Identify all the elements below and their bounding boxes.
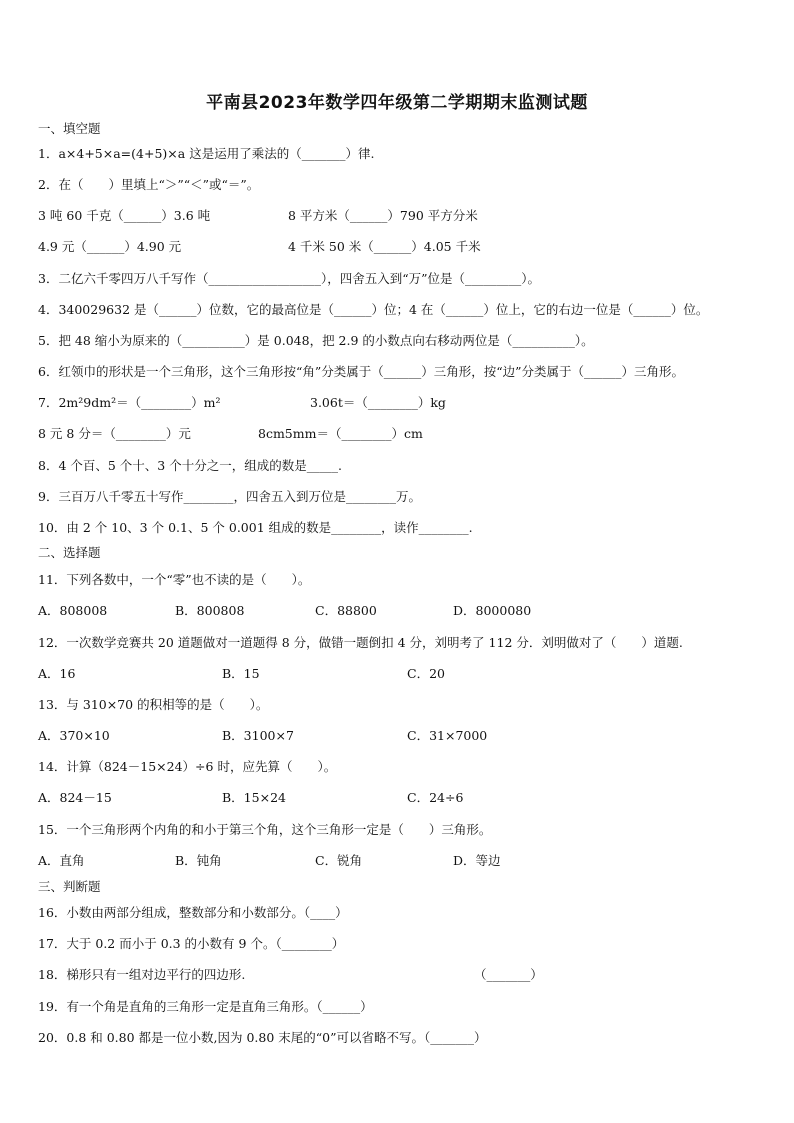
question-20: 20．0.8 和 0.80 都是一位小数,因为 0.80 末尾的“0”可以省略不写。（_______）	[38, 1030, 487, 1045]
option-a: A．16	[38, 666, 76, 681]
question-18	[38, 967, 543, 983]
option-c: C．88800	[315, 603, 377, 618]
question-7-row-1	[38, 395, 446, 411]
question-2d: 4 千米 50 米（______）4.05 千米	[288, 239, 481, 254]
question-14: 14．计算（824－15×24）÷6 时，应先算（ ）。	[38, 759, 337, 774]
option-b: B．15×24	[222, 790, 286, 805]
question-7a: 7．2m²9dm²＝（________）m²	[38, 395, 221, 410]
option-c: C．锐角	[315, 853, 363, 868]
option-d: D．8000080	[453, 603, 532, 618]
question-4: 4．340029632 是（______）位数，它的最高位是（______）位；4 在（______）位上，它的右边一位是（______）位。	[38, 302, 709, 317]
question-7b: 3.06t＝（________）kg	[310, 395, 446, 410]
option-a: A．直角	[38, 853, 85, 868]
option-a: A．824－15	[38, 790, 112, 805]
option-a: A．808008	[38, 603, 108, 618]
question-17: 17．大于 0.2 而小于 0.3 的小数有 9 个。（________）	[38, 936, 345, 951]
question-12: 12．一次数学竞赛共 20 道题做对一道题得 8 分，做错一题倒扣 4 分，刘明考了 112 分．刘明做对了（ ）道题.	[38, 635, 683, 650]
question-15: 15．一个三角形两个内角的和小于第三个角，这个三角形一定是（ ）三角形。	[38, 822, 492, 837]
section-true-false: 三、判断题	[38, 879, 101, 894]
question-1: 1．a×4+5×a=(4+5)×a 这是运用了乘法的（_______）律.	[38, 146, 375, 161]
question-6: 6．红领巾的形状是一个三角形，这个三角形按“角”分类属于（______）三角形，按“边”分类属于（______）三角形。	[38, 364, 685, 379]
option-b: B．15	[222, 666, 260, 681]
question-2a: 3 吨 60 千克（______）3.6 吨	[38, 208, 211, 223]
question-10: 10．由 2 个 10、3 个 0.1、5 个 0.001 组成的数是________，读作________.	[38, 520, 473, 535]
question-16: 16．小数由两部分组成，整数部分和小数部分。（____）	[38, 905, 348, 920]
question-7c: 8 元 8 分＝（________）元	[38, 426, 191, 441]
question-18-text: 18．梯形只有一组对边平行的四边形.	[38, 967, 246, 982]
question-19: 19．有一个角是直角的三角形一定是直角三角形。（______）	[38, 999, 373, 1014]
question-2: 2．在（ ）里填上“＞”“＜”或“＝”。	[38, 177, 260, 192]
question-18-blank: （_______）	[474, 967, 543, 982]
question-7-row-2	[38, 426, 423, 442]
question-2-row-1	[38, 208, 478, 224]
question-13: 13．与 310×70 的积相等的是（ ）。	[38, 697, 269, 712]
option-c: C．20	[407, 666, 445, 681]
question-2c: 4.9 元（______）4.90 元	[38, 239, 182, 254]
question-8: 8．4 个百、5 个十、3 个十分之一，组成的数是_____.	[38, 458, 342, 473]
option-b: B．800808	[175, 603, 245, 618]
option-d: D．等边	[453, 853, 501, 868]
exam-title: 平南县2023年数学四年级第二学期期末监测试题	[206, 93, 588, 113]
question-11: 11．下列各数中，一个“零”也不读的是（ ）。	[38, 572, 311, 587]
question-3: 3．二亿六千零四万八千写作（__________________），四舍五入到“万”位是（_________）。	[38, 271, 540, 286]
question-9: 9．三百万八千零五十写作________，四舍五入到万位是________万。	[38, 489, 421, 504]
question-2b: 8 平方米（______）790 平方分米	[288, 208, 478, 223]
question-7d: 8cm5mm＝（________）cm	[258, 426, 423, 441]
option-b: B．钝角	[175, 853, 222, 868]
question-5: 5．把 48 缩小为原来的（__________）是 0.048，把 2.9 的小数点向右移动两位是（__________）。	[38, 333, 594, 348]
question-2-row-2	[38, 239, 481, 255]
option-c: C．31×7000	[407, 728, 488, 743]
option-a: A．370×10	[38, 728, 110, 743]
section-multiple-choice: 二、选择题	[38, 545, 101, 560]
section-fill-in: 一、填空题	[38, 121, 101, 136]
option-b: B．3100×7	[222, 728, 294, 743]
option-c: C．24÷6	[407, 790, 464, 805]
